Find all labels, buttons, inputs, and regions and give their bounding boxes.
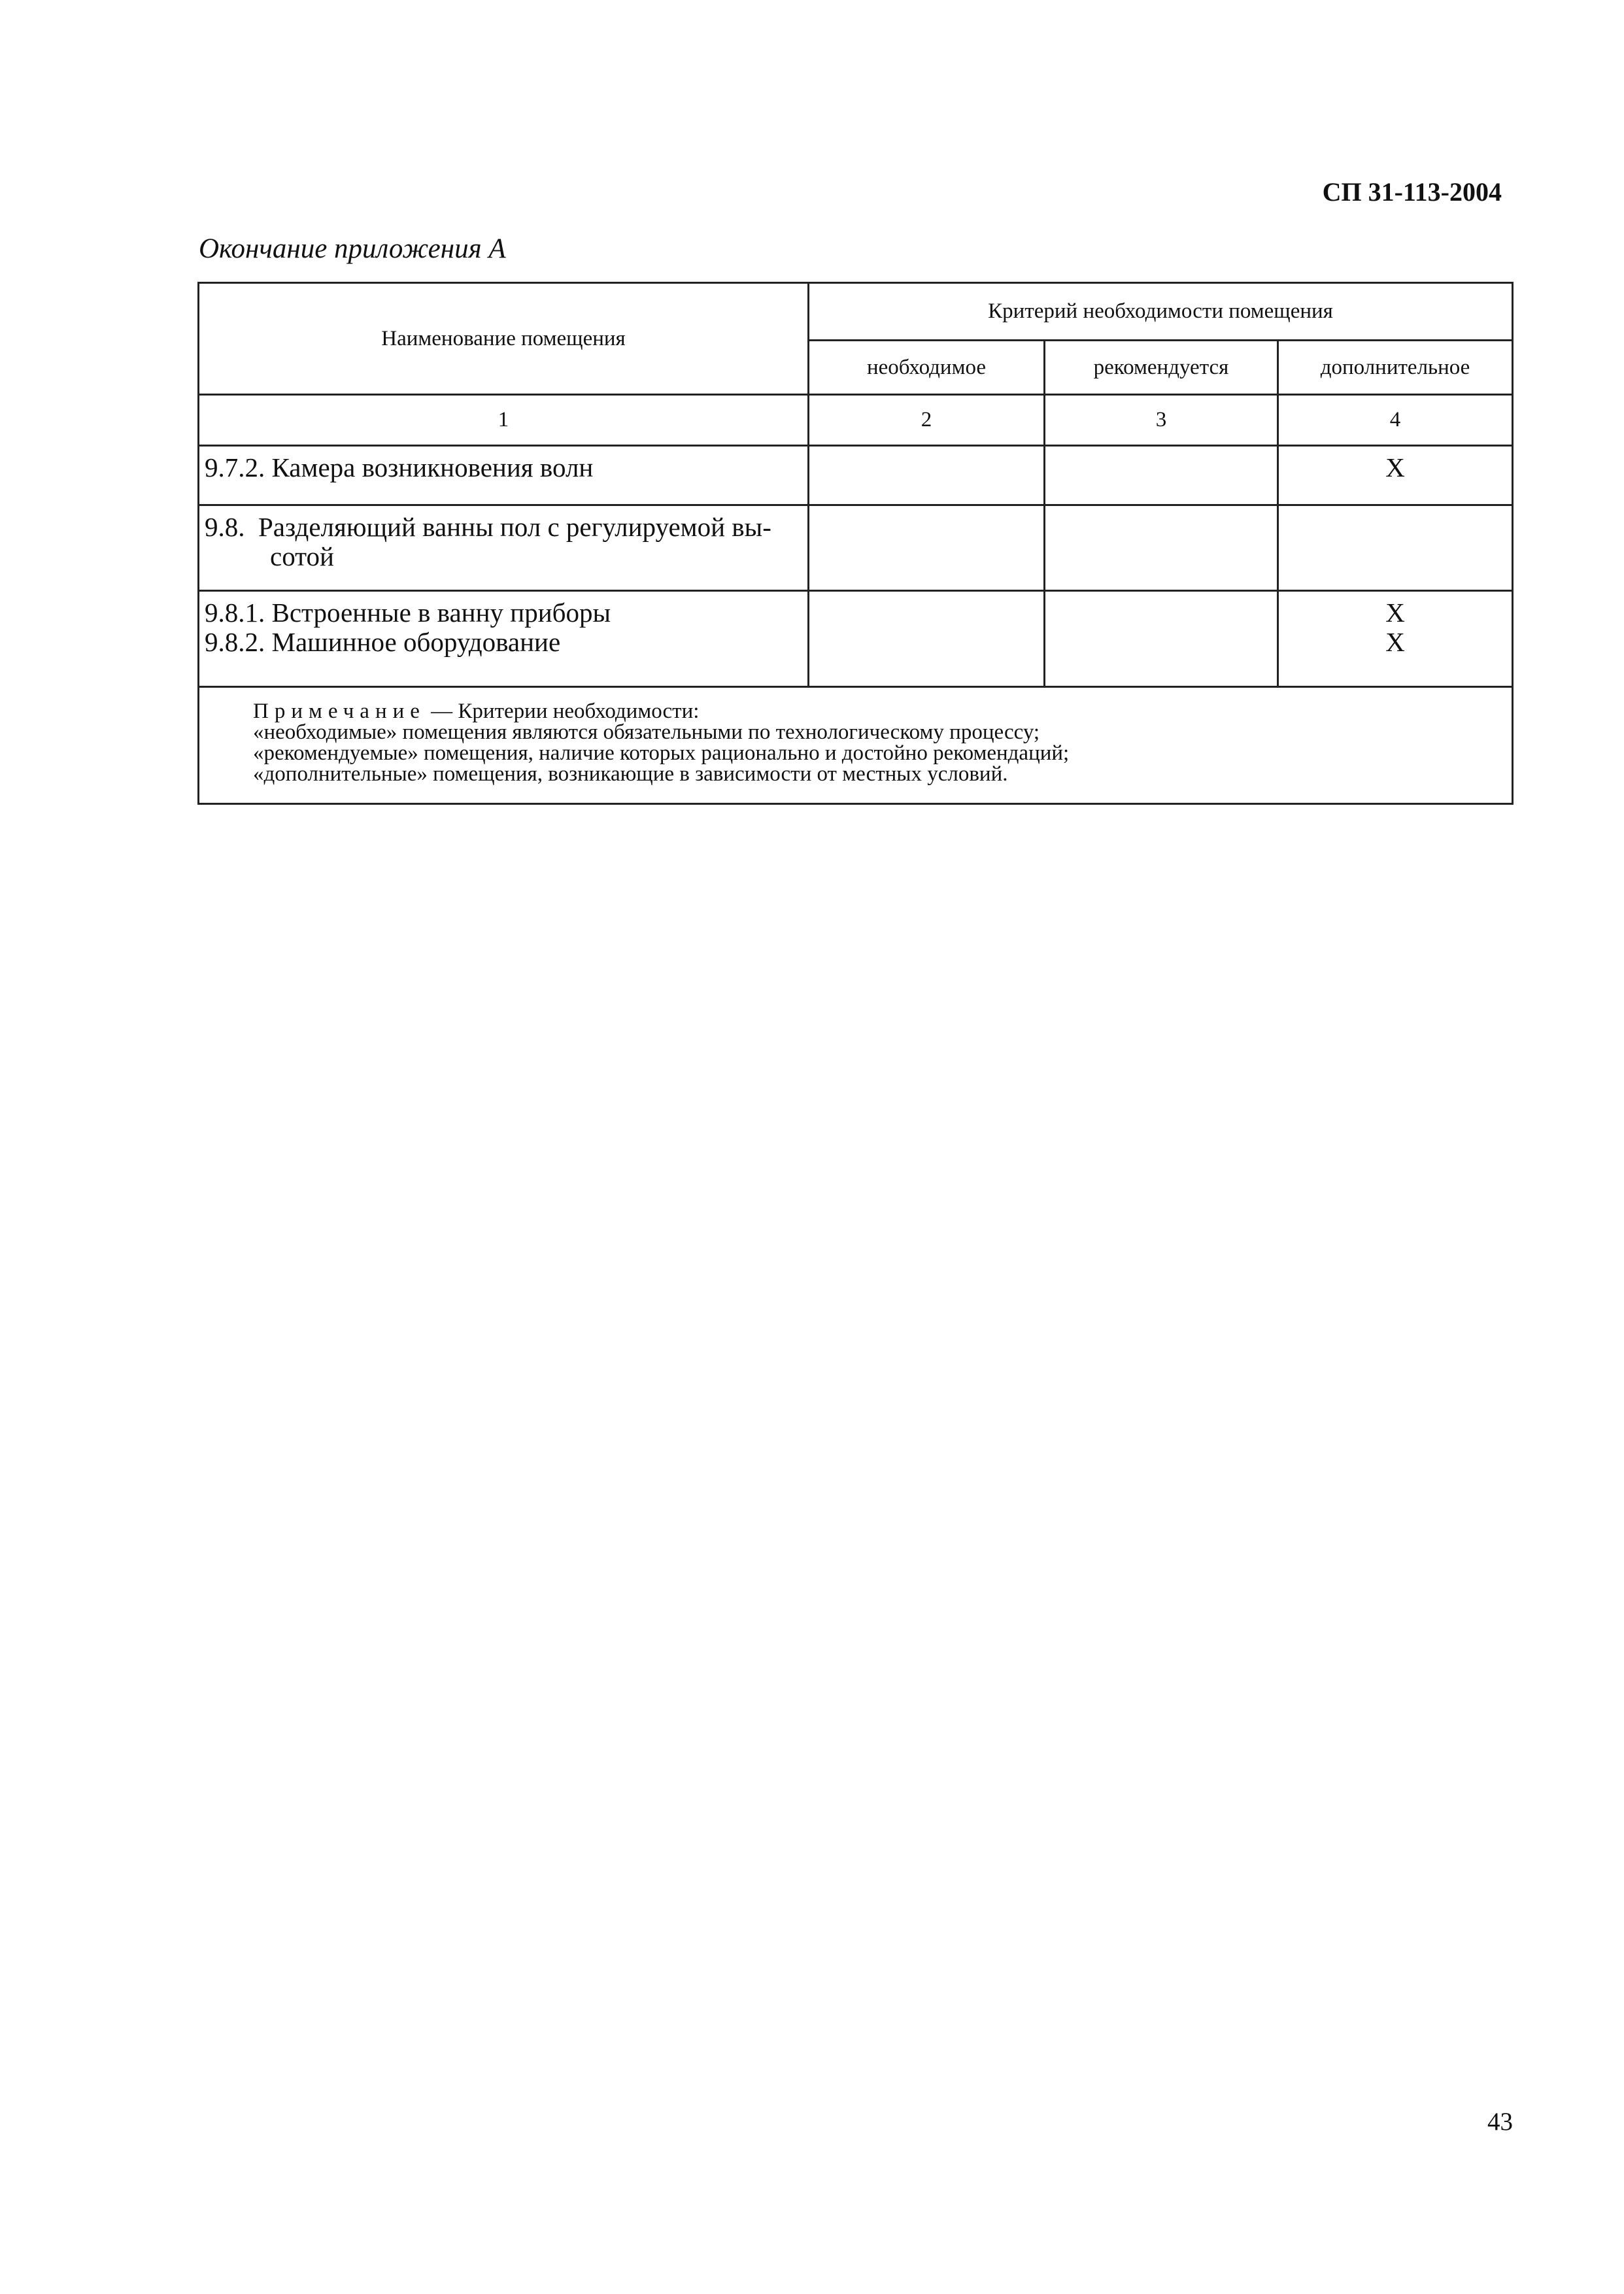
room-name-line: 9.8. Разделяющий ванны пол с регулируемой вы- (205, 512, 771, 542)
header-additional: дополнительное (1278, 341, 1513, 395)
cell-mark: X (1385, 627, 1405, 657)
cell-required (809, 505, 1045, 591)
room-name (199, 591, 809, 687)
room-name-line: 9.7.2. Камера возникновения волн (205, 452, 594, 482)
room-name (199, 446, 809, 505)
page-number: 43 (1487, 2108, 1513, 2136)
table-row (199, 505, 1513, 591)
room-name-line: 9.8.1. Встроенные в ванну приборы (205, 598, 611, 628)
note-row (199, 687, 1513, 804)
note-line: «рекомендуемые» помещения, наличие которых рационально и достойно рекомендаций; (253, 741, 1070, 765)
note-heading (253, 701, 1505, 722)
header-required: необходимое (809, 341, 1045, 395)
column-number-1: 1 (199, 395, 809, 446)
header-criterion: Критерий необходимости помещения (809, 283, 1513, 341)
document-code: СП 31-113-2004 (1322, 177, 1502, 207)
table-note (199, 687, 1513, 804)
cell-recommended (1045, 591, 1278, 687)
cell-recommended (1045, 505, 1278, 591)
note-line: «дополнительные» помещения, возникающие в зависимости от местных условий. (253, 762, 1008, 786)
cell-additional: X (1278, 446, 1513, 505)
cell-mark: X (1385, 598, 1405, 628)
room-name-line: 9.8.2. Машинное оборудование (205, 627, 561, 657)
note-intro: — Критерии необходимости: (425, 700, 700, 723)
column-number-2: 2 (809, 395, 1045, 446)
column-number-3: 3 (1045, 395, 1278, 446)
cell-additional (1278, 505, 1513, 591)
room-name (199, 505, 809, 591)
cell-required (809, 591, 1045, 687)
cell-recommended (1045, 446, 1278, 505)
appendix-title: Окончание приложения А (199, 233, 506, 264)
header-recommended: рекомендуется (1045, 341, 1278, 395)
table-row (199, 591, 1513, 687)
cell-additional (1278, 591, 1513, 687)
cell-required (809, 446, 1045, 505)
column-number-4: 4 (1278, 395, 1513, 446)
room-name-line: сотой (270, 541, 334, 571)
header-room-name: Наименование помещения (199, 283, 809, 395)
note-line: «необходимые» помещения являются обязательными по технологическому процессу; (253, 720, 1040, 744)
note-label: Примечание (253, 700, 426, 723)
table-row (199, 446, 1513, 505)
rooms-criteria-table (197, 282, 1514, 805)
